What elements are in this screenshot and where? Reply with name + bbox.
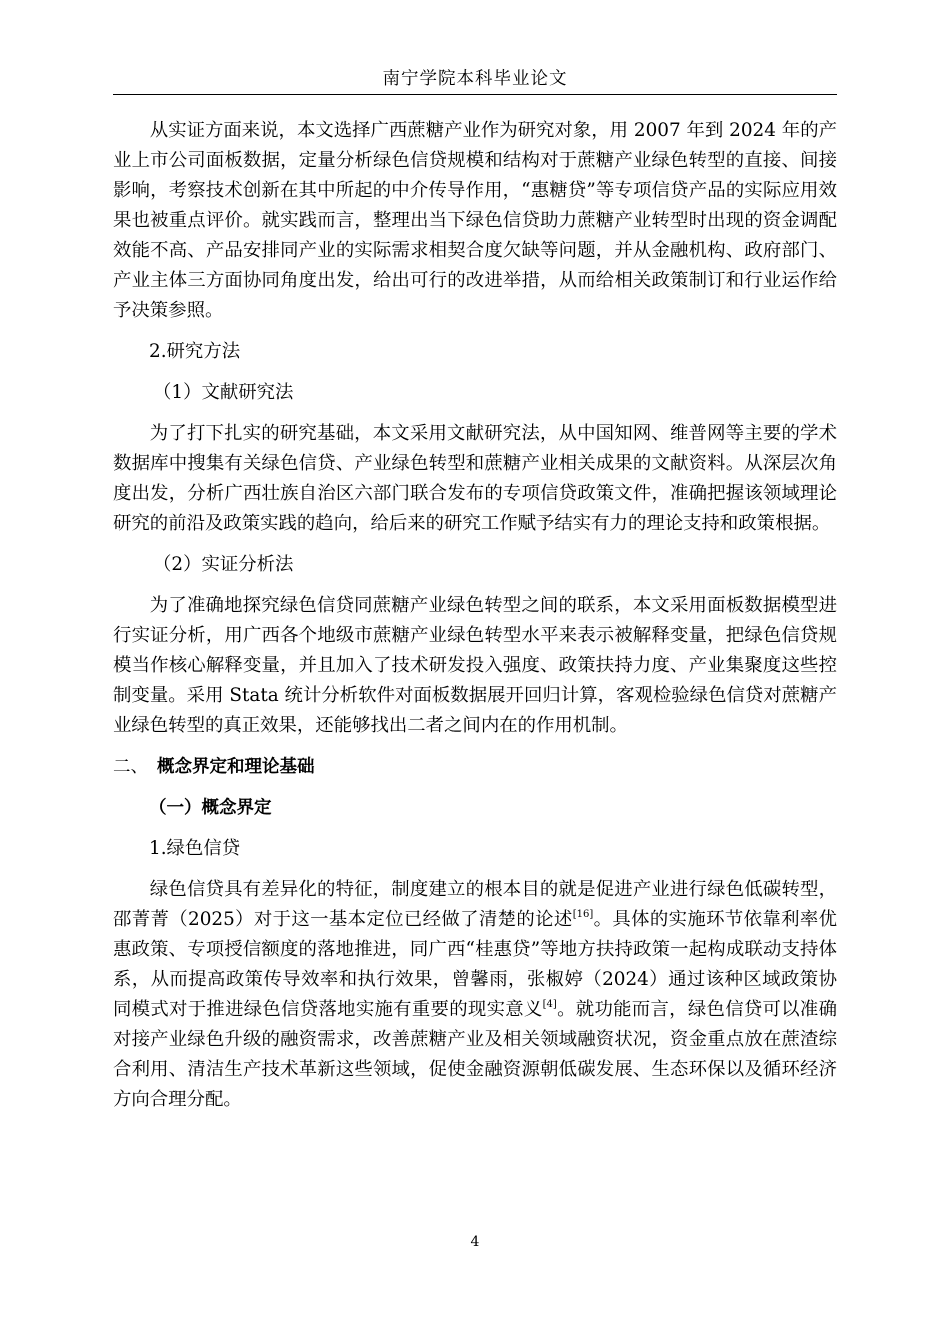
heading-research-methods: 2.研究方法 [149, 341, 241, 362]
paragraph-green-credit [113, 875, 837, 1115]
paragraph-empirical-method: 为了准确地探究绿色信贷同蔗糖产业绿色转型之间的联系，本文采用面板数据模型进行实证分析，用广西各个地级市蔗糖产业绿色转型水平来表示被解释变量，把绿色信贷规模当作核心解释变量，并且加入了技术研发投入强度、政策扶持力度、产业集聚度这些控制变量。采用 Stata 统计分析软件对面板数据展开回归计算，客观检验绿色信贷对蔗糖产业绿色转型的真正效果，还能够找出二者之间内在的作用机制。 [113, 595, 837, 736]
section-title: 概念界定和理论基础 [157, 757, 315, 777]
section-number: 二、 [113, 757, 148, 777]
section-heading [113, 752, 837, 782]
subsection-heading: （一）概念界定 [149, 798, 272, 818]
paragraph-green-credit-part-2: 。具体的实施环节依靠利率优惠政策、专项授信额度的落地推进，同广西“桂惠贷”等地方扶持政策一起构成联动支持体系，从而提高政策传导效率和执行效果，曾馨雨，张椒婷（2024）通过该种区域政策协同模式对于推进绿色信贷落地实施有重要的现实意义 [113, 909, 837, 1020]
paragraph-green-credit-part-3: 。就功能而言，绿色信贷可以准确对接产业绿色升级的融资需求，改善蔗糖产业及相关领域融资状况，资金重点放在蔗渣综合利用、清洁生产技术革新这些领域，促使金融资源朝低碳发展、生态环保以及循环经济方向合理分配。 [113, 999, 837, 1110]
citation-16: [16] [572, 909, 594, 920]
header-rule [113, 94, 837, 95]
paragraph-empirical-scope: 从实证方面来说，本文选择广西蔗糖产业作为研究对象，用 2007 年到 2024 年的产业上市公司面板数据，定量分析绿色信贷规模和结构对于蔗糖产业绿色转型的直接、间接影响，考察技术创新在其中所起的中介传导作用，“惠糖贷”等专项信贷产品的实际应用效果也被重点评价。就实践而言，整理出当下绿色信贷助力蔗糖产业转型时出现的资金调配效能不高、产品安排同产业的实际需求相契合度欠缺等问题，并从金融机构、政府部门、产业主体三方面协同角度出发，给出可行的改进举措，从而给相关政策制订和行业运作给予决策参照。 [113, 120, 837, 321]
heading-literature-method: （1）文献研究法 [153, 382, 294, 403]
citation-4: [4] [542, 999, 557, 1010]
body-text [113, 116, 837, 1115]
paragraph-green-credit-part-1: 绿色信贷具有差异化的特征，制度建立的根本目的就是促进产业进行绿色低碳转型，邵菁菁（2025）对于这一基本定位已经做了清楚的论述 [113, 879, 837, 930]
paragraph-literature-method: 为了打下扎实的研究基础，本文采用文献研究法，从中国知网、维普网等主要的学术数据库中搜集有关绿色信贷、产业绿色转型和蔗糖产业相关成果的文献资料。从深层次角度出发，分析广西壮族自治区六部门联合发布的专项信贷政策文件，准确把握该领域理论研究的前沿及政策实践的趋向，给后来的研究工作赋予结实有力的理论支持和政策根据。 [113, 423, 837, 534]
heading-empirical-method: （2）实证分析法 [153, 554, 294, 575]
page-number: 4 [470, 1234, 480, 1250]
heading-green-credit: 1.绿色信贷 [149, 838, 241, 859]
running-header: 南宁学院本科毕业论文 [382, 69, 568, 89]
